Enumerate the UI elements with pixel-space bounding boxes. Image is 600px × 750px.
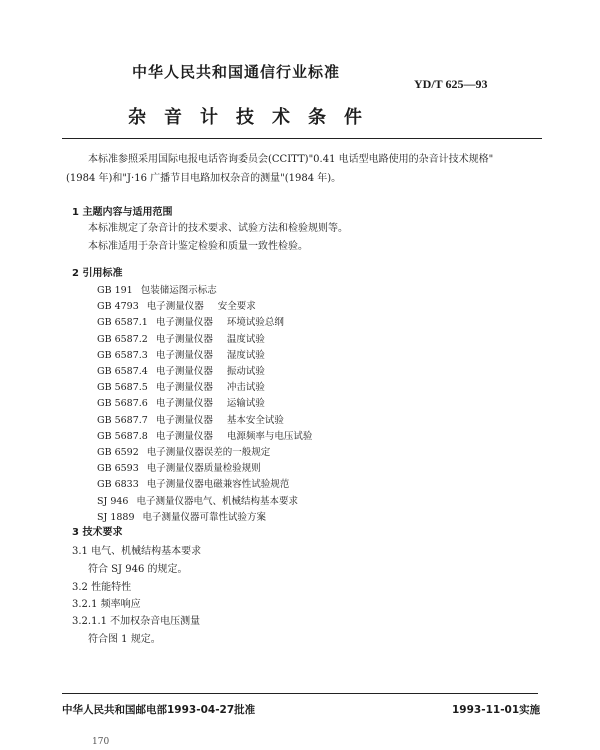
reference-item xyxy=(97,316,284,330)
reference-subtitle: 安全要求 xyxy=(217,301,256,313)
clause-3-1-text: 符合 SJ 946 的规定。 xyxy=(88,564,188,575)
reference-item xyxy=(97,284,231,298)
reference-code: GB 5687.6 xyxy=(97,398,148,410)
top-divider xyxy=(62,138,542,139)
reference-code: GB 5687.7 xyxy=(97,414,148,426)
clause-3-2-1-1: 3.2.1.1 不加权杂音电压测量 xyxy=(72,616,201,627)
reference-item xyxy=(97,430,312,444)
reference-item xyxy=(97,381,265,395)
reference-title: 电子测量仪器电气、机械结构基本要求 xyxy=(136,495,298,507)
reference-subtitle: 振动试验 xyxy=(226,366,265,377)
reference-item xyxy=(97,446,284,460)
reference-code: SJ 1889 xyxy=(97,511,135,523)
reference-title: 电子测量仪器误差的一般规定 xyxy=(146,447,271,458)
reference-subtitle: 环境试验总纲 xyxy=(226,317,284,329)
reference-code: GB 6587.4 xyxy=(97,366,148,377)
intro-line-2: (1984 年)和"J·16 广播节目电路加权杂音的测量"(1984 年)。 xyxy=(66,173,342,184)
section-1-heading: 1 主题内容与适用范围 xyxy=(72,207,173,218)
reference-code: GB 6587.3 xyxy=(97,349,148,361)
reference-title: 电子测量仪器可靠性试验方案 xyxy=(142,511,267,523)
reference-title: 电子测量仪器 xyxy=(146,301,204,313)
reference-title: 电子测量仪器 xyxy=(155,333,213,345)
section-3-heading: 3 技术要求 xyxy=(72,527,123,538)
reference-code: GB 191 xyxy=(97,285,133,296)
reference-code: GB 6833 xyxy=(97,479,139,491)
reference-title: 电子测量仪器电磁兼容性试验规范 xyxy=(146,479,290,491)
footer-divider xyxy=(62,693,538,694)
clause-3-1: 3.1 电气、机械结构基本要求 xyxy=(72,546,202,557)
clause-3-2-1: 3.2.1 频率响应 xyxy=(72,599,141,610)
clause-3-2: 3.2 性能特性 xyxy=(72,582,132,593)
reference-subtitle: 湿度试验 xyxy=(226,349,265,361)
reference-item xyxy=(97,511,280,525)
reference-item xyxy=(97,300,256,314)
reference-item xyxy=(97,333,265,347)
section-1-para-1: 本标准规定了杂音计的技术要求、试验方法和检验规则等。 xyxy=(88,223,348,234)
reference-subtitle: 运输试验 xyxy=(226,398,265,410)
reference-code: SJ 946 xyxy=(97,495,129,507)
reference-title: 电子测量仪器质量检验规则 xyxy=(146,463,261,475)
reference-subtitle: 基本安全试验 xyxy=(226,414,284,426)
standard-code: YD/T 625—93 xyxy=(414,77,488,91)
reference-item xyxy=(97,397,265,411)
reference-subtitle: 冲击试验 xyxy=(226,382,265,394)
implementation-date: 1993-11-01实施 xyxy=(452,704,541,716)
reference-code: GB 5687.8 xyxy=(97,430,148,442)
page-number: 170 xyxy=(92,737,110,747)
reference-title: 电子测量仪器 xyxy=(155,317,213,329)
reference-title: 电子测量仪器 xyxy=(155,349,213,361)
reference-item xyxy=(97,414,284,428)
reference-item xyxy=(97,462,275,476)
reference-title: 电子测量仪器 xyxy=(155,366,213,377)
reference-code: GB 6587.1 xyxy=(97,317,148,329)
reference-title: 包装储运图示标志 xyxy=(140,285,217,296)
section-2-heading: 2 引用标准 xyxy=(72,268,123,279)
reference-title: 电子测量仪器 xyxy=(155,414,213,426)
standard-title: 中华人民共和国通信行业标准 xyxy=(132,63,341,81)
reference-item xyxy=(97,349,265,363)
reference-code: GB 6592 xyxy=(97,447,139,458)
reference-title: 电子测量仪器 xyxy=(155,398,213,410)
reference-code: GB 5687.5 xyxy=(97,382,148,394)
approval-line: 中华人民共和国邮电部1993-04-27批准 xyxy=(62,704,256,716)
reference-title: 电子测量仪器 xyxy=(155,430,213,442)
reference-item xyxy=(97,495,312,509)
reference-code: GB 4793 xyxy=(97,301,139,313)
clause-3-2-1-1-text: 符合图 1 规定。 xyxy=(88,634,161,645)
reference-subtitle: 电源频率与电压试验 xyxy=(226,430,313,442)
reference-item xyxy=(97,478,303,492)
section-1-para-2: 本标准适用于杂音计鉴定检验和质量一致性检验。 xyxy=(88,241,308,252)
reference-code: GB 6587.2 xyxy=(97,333,148,345)
document-title: 杂音计技术条件 xyxy=(128,107,380,128)
reference-code: GB 6593 xyxy=(97,463,139,475)
reference-title: 电子测量仪器 xyxy=(155,382,213,394)
intro-line-1: 本标准参照采用国际电报电话咨询委员会(CCITT)"0.41 电话型电路使用的杂音计技术规格" xyxy=(88,154,494,165)
reference-item xyxy=(97,365,265,379)
reference-subtitle: 温度试验 xyxy=(226,333,265,345)
